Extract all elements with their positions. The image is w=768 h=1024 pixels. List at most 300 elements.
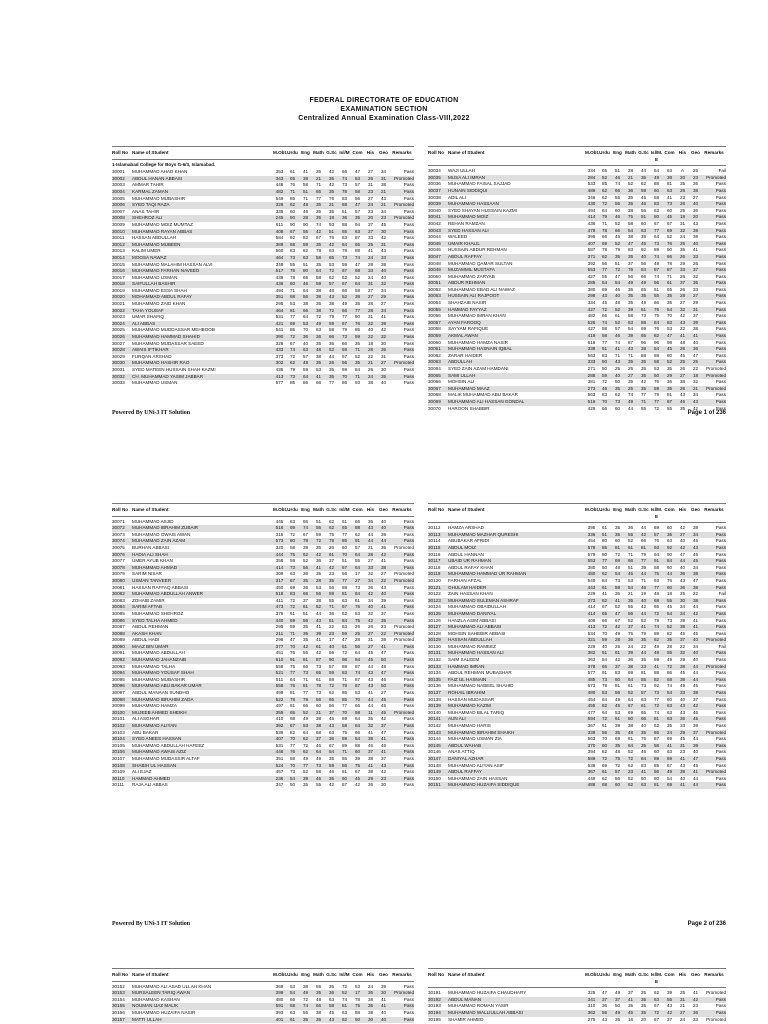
computer-marks: 54: [354, 736, 361, 742]
remarks: Pass: [715, 762, 726, 768]
urdu-marks: 61: [289, 1016, 296, 1022]
english-marks: 38: [302, 983, 309, 989]
history-marks: 26: [679, 385, 686, 391]
islamiyat-marks: 64: [653, 234, 660, 240]
marks-obtained: 558: [275, 683, 284, 689]
student-name: ABDUL MANAN: [448, 996, 482, 1002]
table-row: [428, 399, 726, 406]
general-science-marks: 57: [640, 690, 647, 696]
urdu-marks: 84: [601, 577, 608, 583]
student-name: WALEED: [448, 234, 468, 240]
history-marks: 22: [367, 353, 374, 359]
math-marks: 38: [627, 234, 634, 240]
geography-marks: 31: [380, 241, 387, 247]
math-marks: 75: [627, 214, 634, 220]
student-name: MUHAMMAD HAMZA NASIR: [448, 339, 508, 345]
math-marks: 46: [315, 742, 322, 748]
islamiyat-marks: 88: [341, 221, 348, 227]
urdu-marks: 70: [289, 762, 296, 768]
islamiyat-marks: 53: [653, 366, 660, 371]
geography-marks: 37: [692, 696, 699, 702]
english-marks: 35: [614, 385, 621, 391]
marks-obtained: 480: [587, 690, 596, 696]
geography-marks: 40: [692, 240, 699, 246]
english-marks: 49: [614, 630, 621, 636]
islamiyat-marks: 54: [653, 168, 660, 174]
math-marks: 65: [315, 670, 322, 676]
english-marks: 49: [302, 990, 309, 996]
table-row: [112, 1003, 414, 1010]
roll-no: 30126: [428, 617, 441, 623]
column-header-urdu-marks: Urdu: [599, 972, 610, 977]
geography-marks: 48: [380, 663, 387, 669]
math-marks: 35: [315, 215, 322, 221]
general-science-marks: 62: [328, 525, 335, 531]
english-marks: 52: [614, 240, 621, 246]
column-header-islamiyat-marks: Isl/M: [339, 507, 350, 512]
history-marks: 45: [679, 736, 686, 742]
table-row: [428, 730, 726, 737]
remarks: Promoted: [706, 174, 726, 180]
english-marks: 63: [302, 347, 309, 353]
remarks: Pass: [715, 346, 726, 352]
history-marks: 23: [679, 749, 686, 755]
roll-no: 30034: [428, 168, 441, 174]
history-marks: 35: [679, 181, 686, 187]
urdu-marks: 47: [601, 990, 608, 996]
math-marks: 64: [315, 268, 322, 274]
history-marks: 44: [367, 531, 374, 537]
roll-no: 30136: [428, 683, 441, 689]
geography-marks: 34: [380, 208, 387, 214]
math-marks: 35: [315, 169, 322, 175]
math-marks: 61: [627, 683, 634, 689]
urdu-marks: 91: [289, 657, 296, 663]
roll-no: 30135: [428, 676, 441, 682]
student-name: MUHAMMAD MUDDASSAR MEHBOOB: [132, 327, 215, 333]
urdu-marks: 73: [289, 254, 296, 260]
islamiyat-marks: 60: [341, 775, 348, 781]
remarks: Pass: [715, 300, 726, 306]
remarks: Pass: [403, 742, 414, 748]
computer-marks: 74: [666, 683, 673, 689]
table-row: [428, 670, 726, 677]
islamiyat-marks: 67: [653, 1003, 660, 1009]
history-marks: 46: [367, 742, 374, 748]
urdu-marks: 50: [601, 366, 608, 371]
general-science-marks: 49: [640, 300, 647, 306]
geography-marks: 45: [692, 551, 699, 557]
general-science-marks: 40: [328, 643, 335, 649]
student-name: MUHAMMAD ALI ABBASI: [448, 624, 502, 630]
geography-marks: 40: [692, 657, 699, 663]
table-row: [428, 340, 726, 347]
column-header-computer-marks: Com: [664, 972, 675, 977]
remarks: Promoted: [394, 624, 414, 630]
table-row: [112, 657, 414, 664]
general-science-marks: 23: [640, 663, 647, 669]
islamiyat-marks: 58: [341, 723, 348, 728]
computer-marks: 82: [666, 630, 673, 636]
student-name: MOHSIN SAHEBIR ABBASI: [448, 630, 506, 636]
marks-obtained: 367: [587, 769, 596, 775]
student-name: MUHAMMAD ZAID KHAN: [132, 301, 186, 307]
math-marks: 38: [627, 663, 634, 669]
remarks: Pass: [403, 558, 414, 564]
student-name: MUHAMMAD IBRAHIM SHAIKH: [448, 729, 515, 735]
general-science-marks: 52: [640, 617, 647, 623]
computer-marks: 59: [354, 334, 361, 340]
math-marks: 69: [627, 709, 634, 715]
math-marks: 35: [627, 286, 634, 292]
urdu-marks: 92: [289, 235, 296, 241]
computer-marks: 58: [354, 1009, 361, 1015]
islamiyat-marks: 66: [341, 307, 348, 313]
remarks: Pass: [715, 319, 726, 325]
roll-no: 30133: [428, 663, 441, 669]
marks-obtained: 435: [275, 367, 284, 372]
computer-marks: 54: [666, 690, 673, 696]
english-marks: 40: [302, 340, 309, 346]
general-science-marks: 81: [640, 670, 647, 676]
roll-no: 30025: [112, 327, 125, 333]
table-row: [428, 267, 726, 274]
computer-marks: 52: [666, 624, 673, 630]
table-row: [112, 571, 414, 578]
table-row: [428, 545, 726, 552]
english-marks: 81: [302, 683, 309, 689]
computer-marks: 55: [666, 650, 673, 656]
urdu-marks: 69: [289, 617, 296, 623]
student-name: SHAHZAIB NASIR: [448, 300, 487, 306]
geography-marks: 47: [692, 577, 699, 583]
student-name: SARIM NISAR: [132, 571, 162, 577]
table-row: [112, 275, 414, 282]
geography-marks: 41: [380, 604, 387, 610]
history-marks: 38: [367, 1009, 374, 1015]
computer-marks: 70: [354, 696, 361, 702]
roll-no: 30072: [112, 525, 125, 531]
general-science-marks: 44: [640, 571, 647, 577]
table-row: [112, 189, 414, 196]
remarks: Pass: [403, 367, 414, 372]
student-name: MUHAMMAD HUZAIFA NASIR: [132, 1009, 196, 1015]
roll-no: 30106: [112, 749, 125, 755]
student-name: MUHAMMAD USMAN ZIA: [448, 736, 502, 742]
english-marks: 49: [614, 990, 621, 996]
roll-no: 30095: [112, 676, 125, 682]
roll-no: 30049: [428, 267, 441, 273]
student-name: HANZLA ASIM ABBASI: [448, 617, 496, 623]
english-marks: 35: [614, 253, 621, 259]
general-science-marks: 84: [640, 267, 647, 273]
computer-marks: 62: [354, 531, 361, 537]
general-science-marks: 79: [640, 551, 647, 557]
history-marks: 48: [679, 339, 686, 345]
remarks: Pass: [715, 392, 726, 398]
column-header-geography-marks: Geo: [379, 150, 388, 155]
general-science-marks: 63: [640, 696, 647, 702]
marks-obtained: 584: [275, 235, 284, 241]
history-marks: 33: [367, 564, 374, 570]
remarks: Pass: [715, 736, 726, 742]
page-number: Page 2 of 236: [687, 921, 726, 927]
english-marks: 81: [614, 544, 621, 550]
general-science-marks: 71: [328, 604, 335, 610]
marks-obtained: 320: [275, 544, 284, 550]
math-marks: 36: [627, 637, 634, 643]
marks-obtained: 392: [587, 260, 596, 266]
history-marks: 22: [367, 320, 374, 326]
computer-marks: 60: [666, 584, 673, 590]
student-name: ABDUL RAFFAY: [448, 769, 482, 775]
history-marks: 36: [679, 571, 686, 577]
roll-no: 30023: [112, 314, 125, 320]
urdu-marks: 71: [289, 287, 296, 293]
history-marks: 20: [367, 215, 374, 221]
remarks: Pass: [403, 188, 414, 194]
computer-marks: 81: [666, 392, 673, 398]
urdu-marks: 90: [289, 221, 296, 227]
math-marks: 35: [315, 360, 322, 366]
computer-marks: 87: [354, 235, 361, 241]
student-name: ZARAR HAIDER: [448, 352, 483, 358]
math-marks: 75: [627, 630, 634, 636]
table-row: [428, 293, 726, 300]
history-marks: 34: [679, 604, 686, 610]
table-row: [112, 176, 414, 183]
geography-marks: 41: [380, 643, 387, 649]
computer-marks: 71: [354, 347, 361, 353]
table-row: [112, 710, 414, 717]
computer-marks: 69: [666, 227, 673, 233]
history-marks: 27: [367, 169, 374, 175]
english-marks: 37: [614, 996, 621, 1002]
math-marks: 48: [627, 729, 634, 735]
geography-marks: 44: [380, 538, 387, 544]
islamiyat-marks: 49: [653, 174, 660, 180]
roll-no: 30031: [112, 367, 125, 372]
roll-no: 30054: [428, 300, 441, 306]
islamiyat-marks: 77: [341, 531, 348, 537]
islamiyat-marks: 69: [341, 716, 348, 722]
islamiyat-marks: 47: [341, 637, 348, 643]
general-science-marks: 59: [640, 187, 647, 193]
islamiyat-marks: 59: [653, 385, 660, 391]
geography-marks: 45: [380, 709, 387, 715]
table-row: [112, 664, 414, 671]
student-name: ABDUL REHMAN MUBASHAR: [448, 670, 512, 676]
islamiyat-marks: 92: [653, 683, 660, 689]
english-marks: 47: [614, 610, 621, 616]
math-marks: 47: [627, 240, 634, 246]
english-marks: 60: [614, 405, 621, 411]
history-marks: 24: [367, 983, 374, 989]
computer-marks: 29: [666, 372, 673, 378]
english-marks: 53: [302, 320, 309, 326]
general-science-marks: 35: [640, 729, 647, 735]
table-row: [112, 552, 414, 559]
history-marks: 43: [679, 762, 686, 768]
history-marks: 36: [367, 782, 374, 788]
islamiyat-marks: 84: [341, 617, 348, 623]
general-science-marks: 51: [328, 617, 335, 623]
islamiyat-marks: 62: [341, 610, 348, 616]
math-marks: 63: [315, 327, 322, 333]
geography-marks: 41: [380, 314, 387, 320]
roll-no: 30006: [112, 202, 125, 208]
islamiyat-marks: 67: [341, 281, 348, 287]
general-science-marks: 75: [328, 531, 335, 537]
general-science-marks: 59: [328, 670, 335, 676]
math-marks: 37: [627, 260, 634, 266]
math-marks: 42: [315, 228, 322, 234]
table-row: [112, 360, 414, 367]
remarks: Pass: [715, 531, 726, 537]
urdu-marks: 69: [289, 320, 296, 326]
table-row: [428, 782, 726, 789]
general-science-marks: 63: [328, 996, 335, 1002]
history-marks: 34: [679, 610, 686, 616]
islamiyat-marks: 58: [653, 742, 660, 748]
roll-no: 30105: [112, 742, 125, 748]
student-name: HASSAN RAFFAQ ABBASI: [132, 584, 189, 590]
marks-obtained: 589: [587, 755, 596, 761]
column-header-student-name: Name of Student: [448, 507, 485, 512]
roll-no: 30080: [112, 577, 125, 583]
marks-obtained: 587: [587, 247, 596, 253]
remarks: Pass: [403, 518, 414, 524]
urdu-marks: 69: [601, 286, 608, 292]
english-marks: 55: [302, 650, 309, 656]
computer-marks: 63: [666, 168, 673, 174]
table-row: [428, 195, 726, 202]
marks-obtained: 446: [275, 749, 284, 755]
math-marks: 81: [627, 736, 634, 742]
roll-no: 30042: [428, 220, 441, 226]
islamiyat-marks: 76: [653, 379, 660, 385]
marks-obtained: 450: [275, 584, 284, 590]
urdu-marks: 67: [289, 723, 296, 728]
page-number: Page 1 of 236: [687, 410, 726, 416]
computer-marks: 27: [354, 577, 361, 583]
table-row: [112, 202, 414, 209]
computer-marks: 60: [354, 749, 361, 755]
marks-obtained: 229: [587, 591, 596, 597]
roll-no: 30122: [428, 591, 441, 597]
general-science-marks: 35: [640, 174, 647, 180]
math-marks: 35: [315, 261, 322, 267]
table-header: [428, 968, 726, 988]
islamiyat-marks: 75: [653, 571, 660, 577]
islamiyat-marks: 65: [341, 228, 348, 234]
islamiyat-marks: 82: [653, 676, 660, 682]
english-marks: 45: [614, 234, 621, 240]
general-science-marks: 46: [640, 749, 647, 755]
islamiyat-marks: 71: [341, 676, 348, 682]
urdu-marks: 59: [289, 624, 296, 630]
urdu-marks: 41: [601, 591, 608, 597]
general-science-marks: 77: [328, 380, 335, 386]
marks-obtained: 511: [275, 676, 284, 682]
table-row: [428, 1003, 726, 1010]
general-science-marks: 72: [328, 683, 335, 689]
geography-marks: 39: [380, 637, 387, 643]
english-marks: 46: [614, 174, 621, 180]
islamiyat-marks: 56: [341, 571, 348, 577]
urdu-marks: 76: [289, 182, 296, 188]
general-science-marks: 78: [328, 538, 335, 544]
urdu-marks: 61: [601, 525, 608, 531]
islamiyat-marks: 62: [653, 990, 660, 996]
roll-no: 30020: [112, 294, 125, 300]
history-marks: 31: [367, 637, 374, 643]
english-marks: 38: [302, 301, 309, 307]
roll-no: 30087: [112, 624, 125, 630]
marks-obtained: 541: [275, 327, 284, 333]
roll-no: 30030: [112, 360, 125, 366]
marks-obtained: 408: [275, 228, 284, 234]
table-row: [112, 637, 414, 644]
table-row: [112, 294, 414, 301]
math-marks: 61: [627, 544, 634, 550]
urdu-marks: 75: [289, 268, 296, 274]
english-marks: 55: [302, 228, 309, 234]
islamiyat-marks: 49: [653, 643, 660, 649]
urdu-marks: 53: [289, 983, 296, 989]
computer-marks: 75: [354, 1003, 361, 1009]
student-name: ADIL ALI: [448, 194, 466, 200]
english-marks: 41: [614, 597, 621, 603]
english-marks: 55: [302, 1009, 309, 1015]
table-row: [112, 703, 414, 710]
math-marks: 35: [627, 253, 634, 259]
islamiyat-marks: 60: [653, 187, 660, 193]
general-science-marks: 35: [640, 359, 647, 365]
math-marks: 67: [315, 235, 322, 241]
marks-obtained: 560: [275, 248, 284, 254]
result-page-2: [0, 485, 768, 930]
table-row: [112, 763, 414, 770]
computer-marks: 17: [354, 571, 361, 577]
geography-marks: 34: [692, 643, 699, 649]
table-row: [428, 650, 726, 657]
computer-marks: 39: [354, 755, 361, 761]
geography-marks: 40: [692, 339, 699, 345]
student-name: MUHAMMAD SHEHROZ: [132, 610, 184, 616]
marks-obtained: 377: [275, 643, 284, 649]
geography-marks: 37: [692, 313, 699, 319]
math-marks: 35: [315, 571, 322, 577]
history-marks: 31: [367, 281, 374, 287]
english-marks: 36: [302, 334, 309, 340]
computer-marks: 35: [354, 301, 361, 307]
table-row: [428, 776, 726, 783]
column-header-computer-marks: Com: [352, 972, 363, 977]
computer-marks: 57: [354, 208, 361, 214]
geography-marks: 40: [692, 637, 699, 643]
general-science-marks: 42: [640, 379, 647, 385]
islamiyat-marks: 77: [653, 584, 660, 590]
student-name: ROHAIL IBRAHIM: [448, 690, 486, 696]
table-row: [428, 406, 726, 413]
computer-marks: 41: [666, 742, 673, 748]
table-row: [112, 558, 414, 565]
marks-obtained: 480: [587, 571, 596, 577]
table-header: [428, 146, 726, 166]
marks-obtained: 229: [587, 643, 596, 649]
table-row: [428, 1010, 726, 1017]
